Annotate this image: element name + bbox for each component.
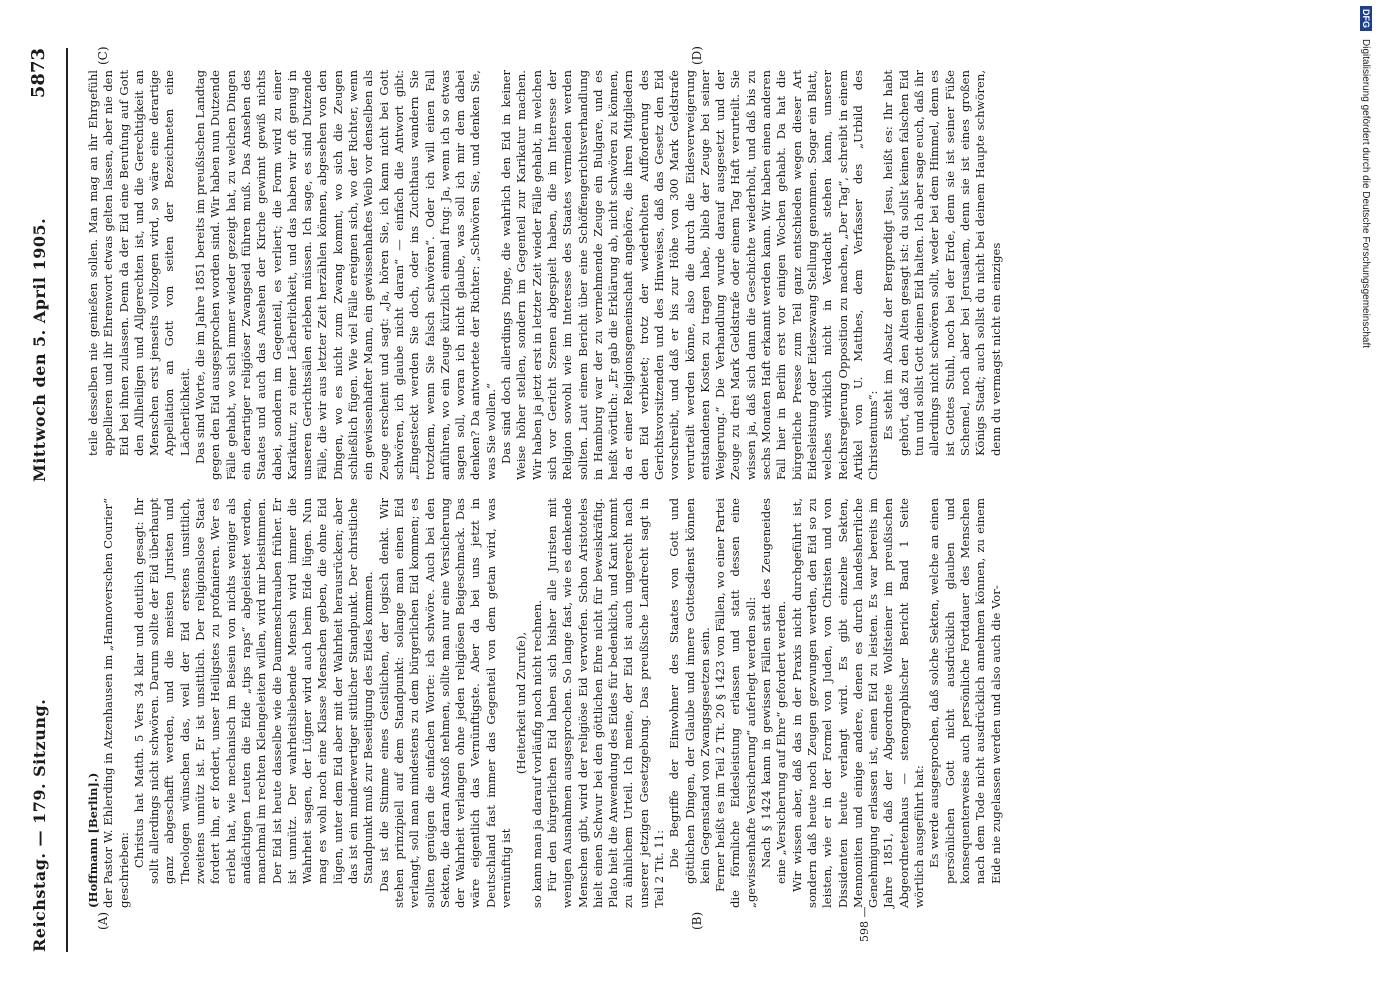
- header-rule: [66, 48, 68, 952]
- paragraph: Das ist die Stimme eines Geistlichen, der logisch denkt. Wir stehen prinzipiell auf dem Standpunkt: solange man einen Eid verlangt, soll man mindestens zu dem bürgerlichen Eid kommen; es sollten genügen die einfachen Worte: ich schwöre. Auch bei den Sekten, die daran Anstoß nehmen, sollte man nur eine Versicherung der Wahrheit verlangen ohne jeden religiösen Beigeschmack. Das wäre eigentlich das Vernünftigste. Aber da bei uns jetzt in Deutschland fast immer das Gegenteil von dem getan wird, was vernünftig ist: [376, 498, 514, 908]
- credit-text: Digitalisierung gefördert durch die Deutsche Forschungsgemeinschaft: [1360, 39, 1372, 349]
- quote-paragraph: Nach § 1424 kann in gewissen Fällen statt des Zeugeneides eine „Versicherung auf Ehre“ gefordert werden.: [759, 498, 789, 884]
- margin-mark-a: (A): [96, 911, 110, 930]
- left-column: [86, 498, 1004, 908]
- right-column: [86, 70, 1004, 480]
- quote-paragraph: Es werde ausgesprochen, daß solche Sekten, welche an einen persönlichen Gott nicht ausdrücklich glauben und konsequenterweise auch persönliche Fortdauer des Menschen nach dem Tode nicht ausdrücklich annehmen können, zu einem Eide nie zugelassen werden und also auch die Vor-: [927, 498, 1003, 884]
- quote-paragraph: Die Begriffe der Einwohner des Staates von Gott und göttlichen Dingen, der Glaube und innere Gottesdienst können kein Gegenstand von Zwangsgesetzen sein.: [667, 498, 712, 884]
- speaker-note: (Hoffmann [Berlin].): [86, 772, 100, 908]
- header-date: Mittwoch den 5. April 1905.: [30, 217, 49, 482]
- quote-paragraph: Es steht im Absatz der Bergpredigt Jesu, heißt es: Ihr habt gehört, daß zu den Alten gesagt ist: du sollst keinen falschen Eid tun und sollst Gott deinen Eid halten. Ich aber sage euch, daß ihr allerdings nicht schwören sollt, weder bei dem Himmel, denn es ist Gottes Stuhl, noch bei der Erde, denn sie ist seiner Füße Schemel, noch aber bei Jerusalem, denn sie ist eines großen Königs Stadt; auch sollst du nicht bei deinem Haupte schwören, denn du vermagst nicht ein einziges: [881, 69, 1003, 456]
- paragraph: Das sind doch allerdings Dinge, die wahrlich den Eid in keiner Weise höher stellen, sondern im Gegenteil zur Karikatur machen. Wir haben ja jetzt erst in letzter Zeit wieder Fälle gehabt, in welchen sich vor Gericht Szenen abgespielt haben, die im Interesse der Religion sowohl wie im Interesse des Staates vermieden werden sollten. Laut einem Bericht über eine Schöffengerichtsverhandlung in Hamburg war der zu vernehmende Zeuge ein Bulgare, und es heißt wörtlich: „Er gab die Erklärung ab, nicht schwören zu können, da er einer Religionsgemeinschaft angehöre, die ihren Mitgliedern den Eid verbietet; trotz der wiederholten Aufforderung des Gerichtsvorsitzenden und des Hinweises, daß das Gesetz den Eid vorschreibt, und daß er bis zur Höhe von 300 Mark Geldstrafe verurteilt werden könne, also die durch die Eidesverweigerung entstandenen Kosten zu tragen habe, blieb der Zeuge bei seiner Weigerung.“ Die Verhandlung wurde darauf ausgesetzt und der Zeuge zu drei Mark Geldstrafe oder einem Tag Haft verurteilt. Sie wissen ja, daß sich dann die Geschichte wiederholt, und daß bis zu sechs Monaten Haft erkannt werden kann. Wir haben einen anderen Fall hier in Berlin erst vor einigen Wochen gehabt. Da hat die bürgerliche Presse zum Teil ganz entschieden wegen dieser Art Eidesleistung oder Eideszwang Stellung genommen. Sogar ein Blatt, welches wirklich nicht in Verdacht stehen kann, unserer Reichsregierung Opposition zu machen, „Der Tag“, schreibt in einem Artikel von U. Matthes, dem Verfasser des „Urbild des Christentums“:: [499, 70, 881, 480]
- footer-number: 598 —: [858, 906, 871, 942]
- quote-paragraph: Christus hat Matth. 5 Vers 34 klar und deutlich gesagt: Ihr sollt allerdings nicht schwören. Darum sollte der Eid überhaupt ganz abgeschafft werden, und die meisten Juristen und Theologen wünschen das, weil der Eid erstens unsittlich, zweitens unnütz ist. Er ist unsittlich. Der religionslose Staat fordert ihn, er fordert, unser Heiligstes zu profanieren. Wer es erlebt hat, wie mechanisch im Beisein von nichts weniger als andächtigen Leuten die Eide „tips raps“ abgeleistet werden, manchmal im rechten Kleingeleiten willen, wird mir beistimmen. Der Eid ist heute dasselbe wie die Daumenschrauben früher. Er ist unnütz. Der wahrheitsliebende Mensch wird immer die Wahrheit sagen, der Lügner wird auch beim Eide lügen. Nun mag es wohl noch eine Klasse Menschen geben, die ohne Eid lügen, unter dem Eid aber mit der Wahrheit herausrücken; aber das ist ein minderwertiger sittlicher Standpunkt. Der christliche Standpunkt muß zur Beseitigung des Eides kommen.: [131, 498, 376, 884]
- paragraph: Ferner heißt es im Teil 2 Tit. 20 § 1423 von Fällen, wo einer Partei die förmliche Eidesleistung erlassen und statt dessen eine „gewissenhafte Versicherung“ auferlegt werden soll:: [713, 498, 758, 908]
- page-header: [20, 48, 68, 952]
- paragraph: Das sind Worte, die im Jahre 1851 bereits im preußischen Landtag gegen den Eid ausgesprochen worden sind. Wir haben nun Dutzende Fälle gehabt, wo sich immer wieder gezeigt hat, zu welchen Dingen ein derartiger religiöser Zwangseid führen muß. Das Ansehen des Staates und auch das Ansehen der Kirche gewinnt gewiß nichts dabei, sondern im Gegenteil, es verliert; die Form wird zu einer Karikatur, zu einer Lächerlichkeit, und das haben wir oft genug in unseren Gerichtssälen erleben müssen. Ich sage, es sind Dutzende Fälle, die wir aus letzter Zeit herzählen können, abgesehen von den Dingen, wo es nicht zum Zwang kommt, wo sich die Zeugen schließlich fügen. Wie viel Fälle ereignen sich, wo der Richter, wenn ein gewissenhafter Mann, ein gewissenhaftes Weib vor denselben als Zeuge erscheint und sagt: „Ja, hören Sie, ich kann nicht bei Gott schwören, ich glaube nicht daran“ — einfach die Antwort gibt: „Eingesteckt werden Sie doch, oder ins Zuchthaus wandern Sie trotzdem, wenn Sie falsch schwören“. Oder ich will einen Fall anführen, wo ein Zeuge kürzlich einmal frug: Ja, wenn ich so etwas sagen soll, woran ich nicht glaube, was soll ich mir dem dabei denken? Da antwortete der Richter: „Schwören Sie, und denken Sie, was Sie wollen.“: [193, 70, 498, 480]
- dfg-logo-icon: DFG: [1360, 6, 1372, 31]
- paragraph: Wir wissen aber, daß das in der Praxis nicht durchgeführt ist, sondern daß heute noch Zeugen gezwungen werden, den Eid so zu leisten, wie er in der Formel von Juden, von Christen und von Dissidenten heute verlangt wird. Es gibt einzelne Sekten, Mennoniten und einige andere, denen es durch landesherrliche Genehmigung erlassen ist, einen Eid zu leisten. Es war bereits im Jahre 1851, daß der Abgeordnete Wolfsteiner im preußischen Abgeordnetenhaus — stenographischer Bericht Band 1 Seite wörtlich ausgeführt hat:: [789, 498, 927, 908]
- margin-mark-d: (D): [690, 46, 704, 65]
- digitization-credit: [1353, 6, 1379, 994]
- quote-paragraph: teile desselben nie genießen sollen. Man mag an ihr Ehrgefühl appellieren und ihr Ehrenwort etwas gelten lassen, aber nie den Eid bei ihnen zulassen. Denn da der Eid eine Berufung auf Gott den Allheiligen und Allgerechten ist, und die Gerechtigkeit an Menschen erst jenseits vollzogen wird, so wäre eine derartige Appellation an Gott von seiten der Bezeichneten eine Lächerlichkeit.: [86, 70, 192, 456]
- page-number: 5873: [28, 48, 49, 99]
- paragraph: so kann man ja darauf vorläufig noch nicht rechnen.: [529, 599, 544, 908]
- header-left-title: Reichstag. — 179. Sitzung.: [30, 698, 49, 952]
- margin-mark-c: (C): [96, 46, 110, 65]
- paragraph: Für den bürgerlichen Eid haben sich bisher alle Juristen mit wenigen Ausnahmen ausgesprochen. So lange fast, wie es denkende Menschen gibt, wird der religiöse Eid verworfen. Schon Aristoteles hielt einen Schwur bei den göttlichen Ehre nicht für beweiskräftig. Plato hielt die Anwendung des Eides für bedenklich, und Kant kommt zu ähnlichem Urteil. Ich meine, der Eid ist auch ungerecht nach unserer jetzigen Gesetzgebung. Das preußische Landrecht sagt in Teil 2 Tit. 11:: [544, 498, 666, 908]
- margin-mark-b: (B): [690, 911, 704, 930]
- paragraph: der Pastor W. Ehlerding in Atzenhausen im „Hannoverschen Courier“ geschrieben:: [101, 498, 131, 908]
- interjection: (Heiterkeit und Zurufe),: [514, 631, 529, 775]
